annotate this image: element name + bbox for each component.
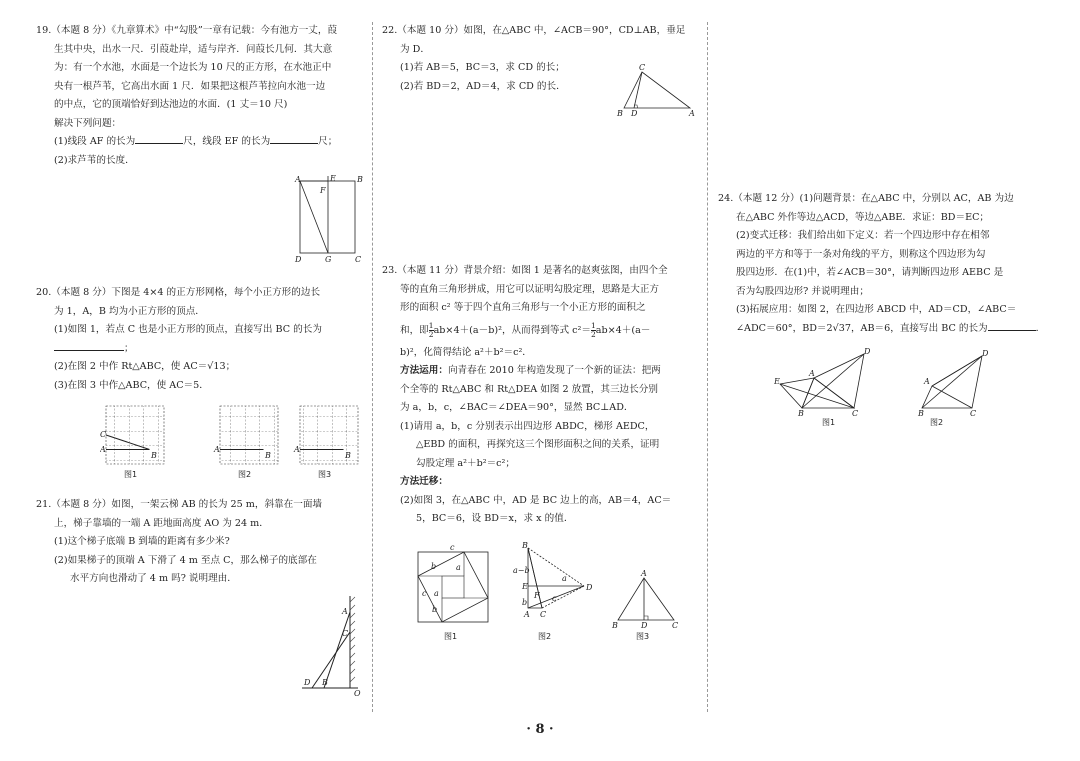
figure-2-diagram	[513, 541, 593, 619]
q20-blank-line	[36, 340, 366, 359]
caption-fig1: 图1	[822, 418, 836, 427]
label-D: D	[304, 678, 311, 687]
svg-text:b: b	[431, 562, 437, 571]
caption-fig2: 图2	[538, 632, 552, 641]
q24-line: 在△ABC 外作等边△ACD，等边△ABE．求证：BD＝EC；	[736, 211, 990, 223]
q23-line: (2)如图 3，在△ABC 中，AD 是 BC 边上的高，AB＝4，AC＝	[400, 494, 672, 506]
q21-line: (1)这个梯子底端 B 到墙的距离有多少米?	[54, 536, 230, 547]
q19-part1-text-b: 尺，线段 EF 的长为	[183, 136, 271, 147]
caption-fig3: 图3	[318, 470, 332, 479]
svg-text:A: A	[524, 610, 530, 619]
svg-text:D: D	[982, 349, 989, 358]
label-B: B	[617, 109, 623, 118]
q23-line: (1)请用 a，b，c 分别表示出四边形 ABDC，梯形 AEDC，	[400, 420, 655, 432]
question-24	[718, 190, 1048, 338]
label-A: A	[100, 445, 106, 454]
altitude-CD	[634, 72, 642, 108]
method-title: 方法运用：	[400, 365, 448, 376]
svg-text:C: C	[970, 409, 977, 418]
q19-line: 为：有一个水池，水面是一个边长为 10 尺的正方形，在水池正中	[54, 62, 332, 73]
svg-text:C: C	[540, 610, 547, 619]
triangle-ABC	[624, 72, 690, 108]
svg-text:B: B	[918, 409, 924, 418]
label-B: B	[322, 678, 328, 687]
q23-line: 勾股定理 a²＋b²＝c²；	[416, 457, 515, 469]
answer-blank[interactable]	[54, 340, 124, 351]
pond-square	[300, 181, 355, 253]
q19-part1	[36, 133, 366, 152]
label-B: B	[151, 451, 157, 460]
svg-text:E: E	[774, 377, 780, 386]
column-divider-1	[372, 22, 373, 712]
svg-text:c: c	[450, 543, 455, 552]
q24-line: (3)拓展应用：如图 2，在四边形 ABCD 中，AD＝CD，∠ABC＝	[736, 304, 1017, 315]
q23-equation-line	[382, 318, 700, 344]
q22-line: (2)若 BD＝2，AD＝4，求 CD 的长．	[400, 80, 566, 92]
zhao-shuang-diagram	[418, 543, 488, 622]
svg-text:a: a	[456, 563, 461, 572]
svg-text:a: a	[562, 574, 567, 583]
q23-line: 等的直角三角形拼成，用它可以证明勾股定理，思路是大正方	[400, 283, 660, 295]
label-B: B	[345, 451, 351, 460]
q20-line: 为 1，A，B 均为小正方形的顶点．	[54, 305, 205, 317]
q19-line: 生其中央，出水一尺．引葭赴岸，适与岸齐．问葭长几何．其大意	[54, 43, 333, 55]
q24-figure-2	[917, 349, 989, 418]
svg-text:c: c	[552, 594, 557, 603]
q19-pond-figure	[294, 174, 374, 264]
q24-line: (2)变式迁移：我们给出如下定义：若一个四边形中存在相邻	[736, 230, 990, 241]
fraction-numerator: 1	[428, 320, 434, 330]
q21-line: 21.（本题 8 分）如图，一架云梯 AB 的长为 25 m，斜靠在一面墙	[36, 499, 323, 510]
svg-text:B: B	[522, 541, 528, 550]
method-text: 向青春在 2010 年构造发现了一个新的证法：把两	[447, 365, 661, 376]
caption-fig1: 图1	[124, 470, 138, 479]
svg-text:A: A	[641, 569, 647, 578]
svg-text:A: A	[924, 377, 930, 386]
q22-line: (1)若 AB＝5，BC＝3，求 CD 的长；	[400, 62, 565, 73]
q24-last-text: ∠ADC＝60°，BD＝2√37，AB＝6，直接写出 BC 的长为	[736, 322, 988, 334]
label-C: C	[355, 255, 362, 264]
ladder-CD	[312, 632, 350, 688]
label-C: C	[100, 430, 107, 439]
label-D: D	[295, 255, 302, 264]
q19-part1-text-a: (1)线段 AF 的长为	[54, 136, 136, 147]
q21-line: 水平方向也滑动了 4 m 吗? 说明理由．	[70, 573, 237, 584]
figure-3-triangle	[611, 569, 678, 630]
q19-part2: (2)求芦苇的长度．	[54, 154, 135, 166]
fraction-numerator: 1	[590, 320, 596, 330]
q19-line: 19.（本题 8 分）《九章算术》中“勾股”一章有记载：今有池方一丈，葭	[36, 25, 338, 36]
label-C: C	[639, 63, 646, 72]
q23-line: 为 a，b，c，∠BAC＝∠DEA＝90°，显然 BC⊥AD．	[400, 402, 634, 413]
q23-eq-b: ab×4＋(a－b)²，从而得到等式 c²＝	[433, 324, 591, 336]
q19-part1-text-c: 尺；	[318, 136, 338, 147]
q24-figures	[774, 342, 1044, 422]
svg-text:a: a	[434, 589, 439, 598]
svg-text:b: b	[522, 598, 528, 607]
q22-triangle-figure	[612, 62, 702, 118]
q19-line: 解决下列问题：	[54, 117, 122, 129]
svg-text:b: b	[432, 605, 438, 614]
label-E: E	[330, 174, 336, 183]
page-number: · 8 ·	[526, 722, 554, 737]
q23-eq-a: 和，即	[400, 324, 429, 336]
svg-text:D: D	[864, 347, 871, 356]
answer-blank[interactable]	[135, 133, 183, 144]
fraction-denominator: 2	[590, 329, 596, 339]
svg-text:c: c	[422, 589, 427, 598]
svg-text:C: C	[672, 621, 679, 630]
q23-line: 23.（本题 11 分）背景介绍：如图 1 是著名的赵爽弦图，由四个全	[382, 265, 668, 276]
label-A: A	[342, 607, 348, 616]
question-19	[36, 22, 366, 170]
q21-ladder-figure	[298, 592, 368, 704]
label-G: G	[325, 255, 332, 264]
svg-text:B: B	[612, 621, 618, 630]
wall-hatching	[350, 597, 355, 682]
q22-line: 为 D．	[400, 43, 430, 55]
label-B: B	[357, 175, 363, 184]
svg-text:a−b: a−b	[513, 566, 530, 575]
q24-line: 股四边形．在(1)中，若∠ACB＝30°，请判断四边形 AEBC 是	[736, 267, 1004, 278]
q23-figures	[412, 540, 702, 632]
q24-period: ．	[1035, 322, 1046, 334]
label-C: C	[342, 629, 349, 638]
q20-part2: (2)在图 2 中作 Rt△ABC，使 AC＝√13；	[54, 361, 236, 372]
q19-line: 的中点，它的顶端恰好到达池边的水面．(1 丈＝10 尺)	[54, 99, 288, 110]
q24-line: 两边的平方和等于一条对角线的平方，则称这个四边形为勾	[736, 248, 986, 260]
svg-text:F: F	[534, 591, 540, 600]
q23-eq2: b)²，化简得结论 a²＋b²＝c²．	[400, 346, 532, 358]
q20-line: (1)如图 1，若点 C 也是小正方形的顶点，直接写出 BC 的长为	[54, 324, 322, 335]
label-D: D	[631, 109, 638, 118]
label-F: F	[320, 186, 326, 195]
caption-fig2: 图2	[238, 470, 252, 479]
transfer-title: 方法迁移：	[400, 476, 448, 487]
q24-figure-1	[774, 347, 871, 418]
label-B: B	[265, 451, 271, 460]
q23-eq-c: ab×4＋(a－	[595, 324, 651, 336]
q20-semicolon: ；	[124, 342, 134, 354]
q20-part3: (3)在图 3 中作△ABC，使 AC＝5．	[54, 379, 209, 391]
q24-last-line	[718, 320, 1048, 339]
svg-text:B: B	[798, 409, 804, 418]
q24-line: 24.（本题 12 分）(1)问题背景：在△ABC 中，分别以 AC，AB 为边	[718, 193, 1014, 204]
q22-line: 22.（本题 10 分）如图，在△ABC 中，∠ACB＝90°，CD⊥AB，垂足	[382, 25, 686, 36]
q23-line: 个全等的 Rt△ABC 和 Rt△DEA 如图 2 放置，其三边长分别	[400, 383, 658, 395]
q21-line: (2)如果梯子的顶端 A 下滑了 4 m 至点 C，那么梯子的底部在	[54, 554, 317, 566]
label-A: A	[294, 445, 300, 454]
caption-fig2: 图2	[930, 418, 944, 427]
q20-line: 20.（本题 8 分）下图是 4×4 的正方形网格，每个小正方形的边长	[36, 287, 321, 298]
svg-text:C: C	[852, 409, 859, 418]
caption-fig1: 图1	[444, 632, 458, 641]
answer-blank[interactable]	[988, 320, 1036, 331]
svg-text:A: A	[809, 369, 815, 378]
q23-line: 5，BC＝6，设 BD＝x，求 x 的值．	[416, 513, 574, 524]
q21-line: 上，梯子靠墙的一端 A 距地面高度 AO 为 24 m．	[54, 517, 269, 529]
label-A: A	[689, 109, 695, 118]
question-20	[36, 284, 366, 395]
label-O: O	[354, 689, 361, 698]
label-A: A	[214, 445, 220, 454]
question-21	[36, 496, 366, 589]
q24-line: 否为勾股四边形? 并说明理由；	[736, 285, 869, 297]
fraction-denominator: 2	[428, 329, 434, 339]
q19-line: 央有一根芦苇，它高出水面 1 尺．如果把这根芦苇拉向水池一边	[54, 80, 326, 92]
caption-fig3: 图3	[636, 632, 650, 641]
answer-blank[interactable]	[270, 133, 318, 144]
svg-text:E: E	[522, 582, 528, 591]
svg-text:D: D	[586, 583, 593, 592]
question-23	[382, 262, 700, 529]
svg-text:D: D	[641, 621, 648, 630]
ladder-AB	[324, 612, 350, 688]
q23-line: △EBD 的面积，再探究这三个图形面积之间的关系，证明	[416, 439, 660, 450]
label-A: A	[295, 175, 301, 184]
column-divider-2	[707, 22, 708, 712]
q23-line: 形的面积 c² 等于四个直角三角形与一个小正方形的面积之	[400, 302, 646, 313]
q23-method-line	[382, 362, 700, 381]
